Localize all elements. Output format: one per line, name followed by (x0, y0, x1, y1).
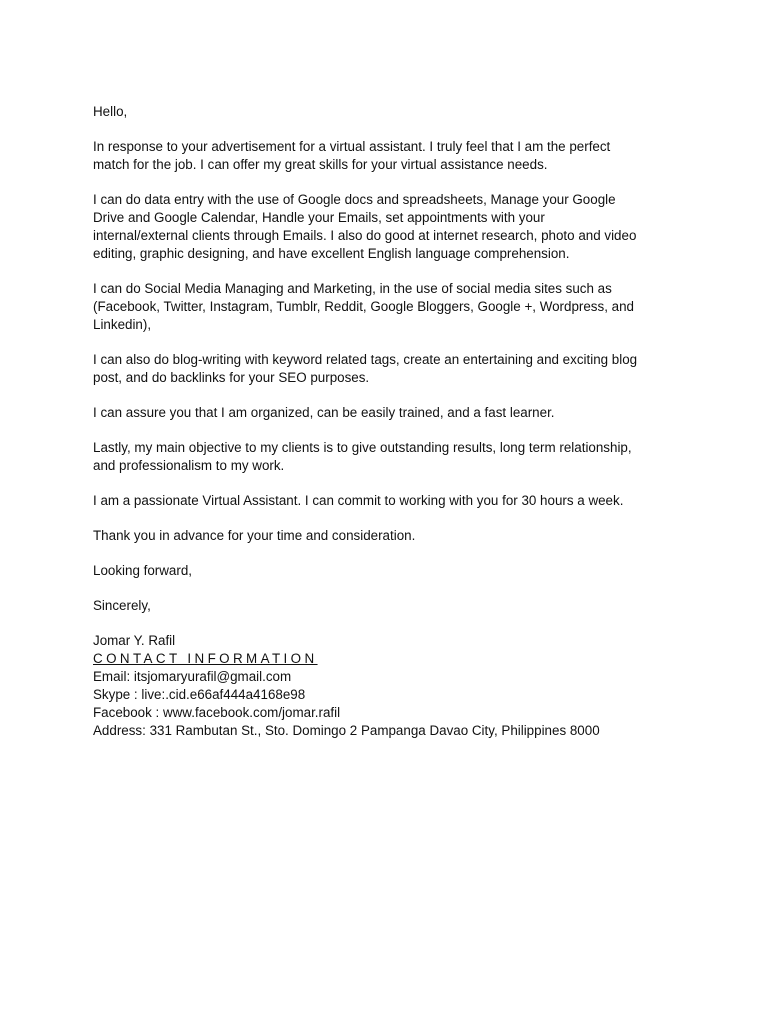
paragraph-thanks: Thank you in advance for your time and consideration. (93, 528, 416, 543)
greeting: Hello, (93, 104, 128, 119)
paragraph-intro: In response to your advertisement for a virtual assistant. I truly feel that I am the perfect match for the job. I can offer my great skills for your virtual assistance needs. (93, 139, 611, 172)
paragraph-gap (93, 510, 693, 527)
paragraph-data-entry: I can do data entry with the use of Google docs and spreadsheets, Manage your Google Drive and Google Calendar, Handle your Emails, set appointments with your internal/external clients through Emails. I also do good at internet research, photo and video editing, graphic designing, and have excellent English language comprehension. (93, 192, 637, 261)
contact-email: Email: itsjomaryurafil@gmail.com (93, 669, 292, 684)
paragraph-gap (93, 387, 693, 404)
paragraph-social-media: I can do Social Media Managing and Marketing, in the use of social media sites such as (Facebook, Twitter, Instagram, Tumblr, Reddit, Google Bloggers, Google +, Wordpress, and Linkedin), (93, 281, 634, 332)
paragraph-commitment: I am a passionate Virtual Assistant. I can commit to working with you for 30 hours a week. (93, 493, 624, 508)
signature-name: Jomar Y. Rafil (93, 633, 176, 648)
contact-skype: Skype : live:.cid.e66af444a4168e98 (93, 687, 306, 702)
paragraph-gap (93, 334, 693, 351)
paragraph-objective: Lastly, my main objective to my clients is to give outstanding results, long term relationship, and professionalism to my work. (93, 440, 632, 473)
contact-heading: CONTACT INFORMATION (93, 651, 318, 666)
cover-letter (93, 103, 693, 740)
paragraph-gap (93, 475, 693, 492)
signature-block (93, 632, 693, 740)
contact-facebook: Facebook : www.facebook.com/jomar.rafil (93, 705, 341, 720)
paragraph-gap (93, 121, 693, 138)
paragraph-gap (93, 615, 693, 632)
paragraph-gap (93, 174, 693, 191)
paragraph-gap (93, 545, 693, 562)
closing-looking-forward: Looking forward, (93, 563, 192, 578)
paragraph-assurance: I can assure you that I am organized, can be easily trained, and a fast learner. (93, 405, 555, 420)
closing-sincerely: Sincerely, (93, 598, 151, 613)
paragraph-gap (93, 422, 693, 439)
paragraph-blog-writing: I can also do blog-writing with keyword related tags, create an entertaining and exciting blog post, and do backlinks for your SEO purposes. (93, 352, 638, 385)
paragraph-gap (93, 263, 693, 280)
paragraph-gap (93, 580, 693, 597)
contact-address: Address: 331 Rambutan St., Sto. Domingo 2 Pampanga Davao City, Philippines 8000 (93, 723, 600, 738)
